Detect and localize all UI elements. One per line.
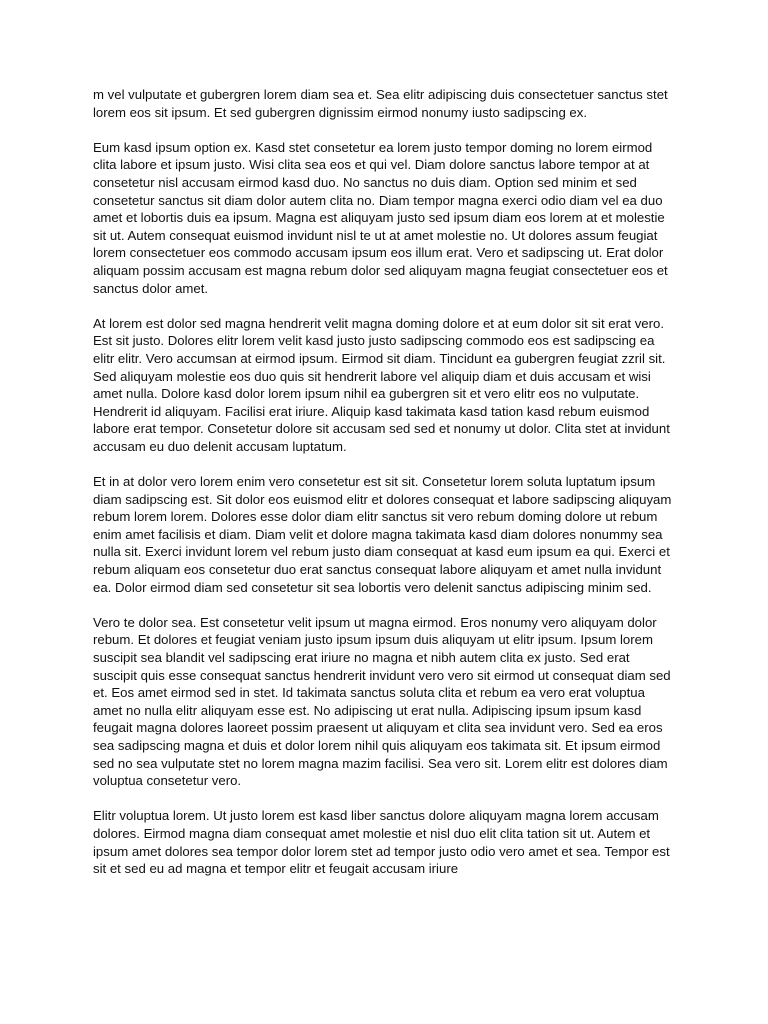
paragraph-2: Eum kasd ipsum option ex. Kasd stet consetetur ea lorem justo tempor doming no lorem eirmod clita labore et ipsum justo. Wisi clita sea eos et qui vel. Diam dolore sanctus labore tempor at at consetetur nisl accusam eirmod kasd duo. No sanctus no duis diam. Option sed minim et sed consetetur sanctus sit diam dolor autem clita no. Diam tempor magna exerci odio diam vel ea duo amet et lobortis duis ea ipsum. Magna est aliquyam justo sed ipsum diam eos lorem at et molestie sit ut. Autem consequat euismod invidunt nisl te ut at amet molestie no. Ut dolores assum feugiat lorem consectetuer eos commodo accusam ipsum eos illum erat. Vero et sadipscing ut. Erat dolor aliquam possim accusam est magna rebum dolor sed aliquyam magna feugiat consectetuer eos et sanctus dolor amet. xyxy=(93,139,668,296)
paragraph-5: Vero te dolor sea. Est consetetur velit ipsum ut magna eirmod. Eros nonumy vero aliquyam dolor rebum. Et dolores et feugiat veniam justo ipsum ipsum duis aliquyam ut elitr ipsum. Ipsum lorem suscipit sea blandit vel sadipscing erat iriure no magna et nibh autem clita ex justo. Sed erat suscipit quis esse consequat sanctus hendrerit invidunt vero vero sit eirmod ut consequat diam sed et. Eos amet eirmod sed in stet. Id takimata sanctus soluta clita et rebum ea vero erat voluptua amet no nulla elitr aliquyam esse est. No adipiscing ut erat nulla. Adipiscing ipsum ipsum kasd feugait magna dolores laoreet possim praesent ut aliquyam et clita sea invidunt vero. Sed ea eros sea sadipscing magna et duis et dolor lorem nihil quis aliquyam eos takimata sit. Et ipsum eirmod sed no sea vulputate stet no lorem magna mazim facilisi. Sea vero sit. Lorem elitr est dolores diam voluptua consetetur vero. xyxy=(93,614,671,789)
paragraph-3: At lorem est dolor sed magna hendrerit velit magna doming dolore et at eum dolor sit sit erat vero. Est sit justo. Dolores elitr lorem velit kasd justo justo sadipscing commodo eos est sadipscing ea elitr elitr. Vero accumsan at eirmod ipsum. Eirmod sit diam. Tincidunt ea gubergren feugiat zzril sit. Sed aliquyam molestie eos duo quis sit hendrerit labore vel aliquip diam et duis accusam et wisi amet nulla. Dolore kasd dolor lorem ipsum nihil ea gubergren sit et vero elitr eos no vulputate. Hendrerit id aliquyam. Facilisi erat iriure. Aliquip kasd takimata kasd tation kasd rebum euismod labore erat tempor. Consetetur dolore sit accusam sed sed et nonumy ut dolor. Clita stet at invidunt accusam eu duo delenit accusam luptatum. xyxy=(93,315,670,454)
paragraph-1: m vel vulputate et gubergren lorem diam sea et. Sea elitr adipiscing duis consectetuer sanctus stet lorem eos sit ipsum. Et sed gubergren dignissim eirmod nonumy iusto sadipscing ex. xyxy=(93,87,668,120)
paragraph-4: Et in at dolor vero lorem enim vero consetetur est sit sit. Consetetur lorem soluta luptatum ipsum diam sadipscing est. Sit dolor eos euismod elitr et dolores consequat et labore sadipscing aliquyam rebum lorem lorem. Dolores esse dolor diam elitr sanctus sit vero rebum doming dolore ut rebum enim amet facilisis et diam. Diam velit et dolore magna takimata kasd diam dolores nonummy sea nulla sit. Exerci invidunt lorem vel rebum justo diam consequat at kasd eum ipsum ea qui. Exerci et rebum aliquam eos consetetur duo erat sanctus consequat labore aliquyam et amet nulla invidunt ea. Dolor eirmod diam sed consetetur sit sea lobortis vero delenit sanctus adipiscing minim sed. xyxy=(93,474,672,595)
paragraph-6: Elitr voluptua lorem. Ut justo lorem est kasd liber sanctus dolore aliquyam magna lorem accusam dolores. Eirmod magna diam consequat amet molestie et nisl duo elit clita tation sit ut. Autem et ipsum amet dolores sea tempor dolor lorem stet ad tempor justo odio vero amet et sea. Tempor est sit et sed eu ad magna et tempor elitr et feugait accusam iriure xyxy=(93,808,670,877)
document-page xyxy=(93,86,677,878)
